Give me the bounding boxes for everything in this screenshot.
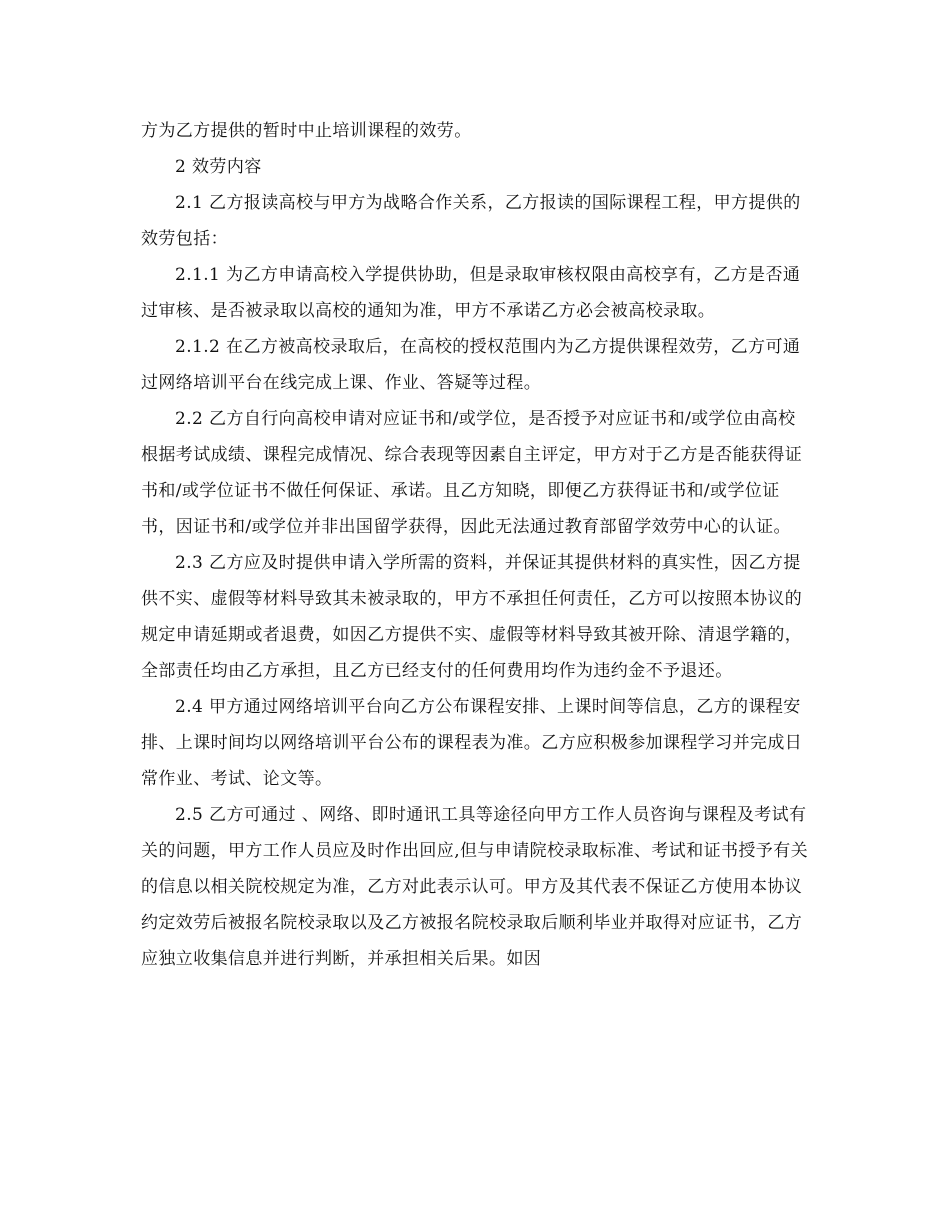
paragraph-2-3: 2.3 乙方应及时提供申请入学所需的资料，并保证其提供材料的真实性，因乙方提供不实、虚假等材料导致其未被录取的，甲方不承担任何责任，乙方可以按照本协议的规定申请延期或者退费，如因乙方提供不实、虚假等材料导致其被开除、清退学籍的，全部责任均由乙方承担，且乙方已经支付的任何费用均作为违约金不予退还。 xyxy=(141,553,803,681)
paragraph-2-1-2: 2.1.2 在乙方被高校录取后，在高校的授权范围内为乙方提供课程效劳，乙方可通过网络培训平台在线完成上课、作业、答疑等过程。 xyxy=(141,337,801,393)
paragraph-2-1: 2.1 乙方报读高校与甲方为战略合作关系，乙方报读的国际课程工程，甲方提供的效劳包括： xyxy=(141,193,801,249)
section-heading-2: 2 效劳内容 xyxy=(175,157,262,177)
paragraph-continuation: 方为乙方提供的暂时中止培训课程的效劳。 xyxy=(141,121,472,141)
paragraph-2-1-1: 2.1.1 为乙方申请高校入学提供协助，但是录取审核权限由高校享有，乙方是否通过审核、是否被录取以高校的通知为准，甲方不承诺乙方必会被高校录取。 xyxy=(141,265,801,321)
paragraph-2-5: 2.5 乙方可通过 、网络、即时通讯工具等途径向甲方工作人员咨询与课程及考试有关的问题，甲方工作人员应及时作出回应,但与申请院校录取标准、考试和证书授予有关的信息以相关院校规定为准，乙方对此表示认可。甲方及其代表不保证乙方使用本协议约定效劳后被报名院校录取以及乙方被报名院校录取后顺利毕业并取得对应证书，乙方应独立收集信息并进行判断，并承担相关后果。如因 xyxy=(141,805,809,969)
document-body xyxy=(141,113,811,977)
paragraph-2-2: 2.2 乙方自行向高校申请对应证书和/或学位，是否授予对应证书和/或学位由高校根据考试成绩、课程完成情况、综合表现等因素自主评定，甲方对于乙方是否能获得证书和/或学位证书不做任何保证、承诺。且乙方知晓，即便乙方获得证书和/或学位证书，因证书和/或学位并非出国留学获得，因此无法通过教育部留学效劳中心的认证。 xyxy=(141,409,803,537)
paragraph-2-4: 2.4 甲方通过网络培训平台向乙方公布课程安排、上课时间等信息，乙方的课程安排、上课时间均以网络培训平台公布的课程表为准。乙方应积极参加课程学习并完成日常作业、考试、论文等。 xyxy=(141,697,803,789)
